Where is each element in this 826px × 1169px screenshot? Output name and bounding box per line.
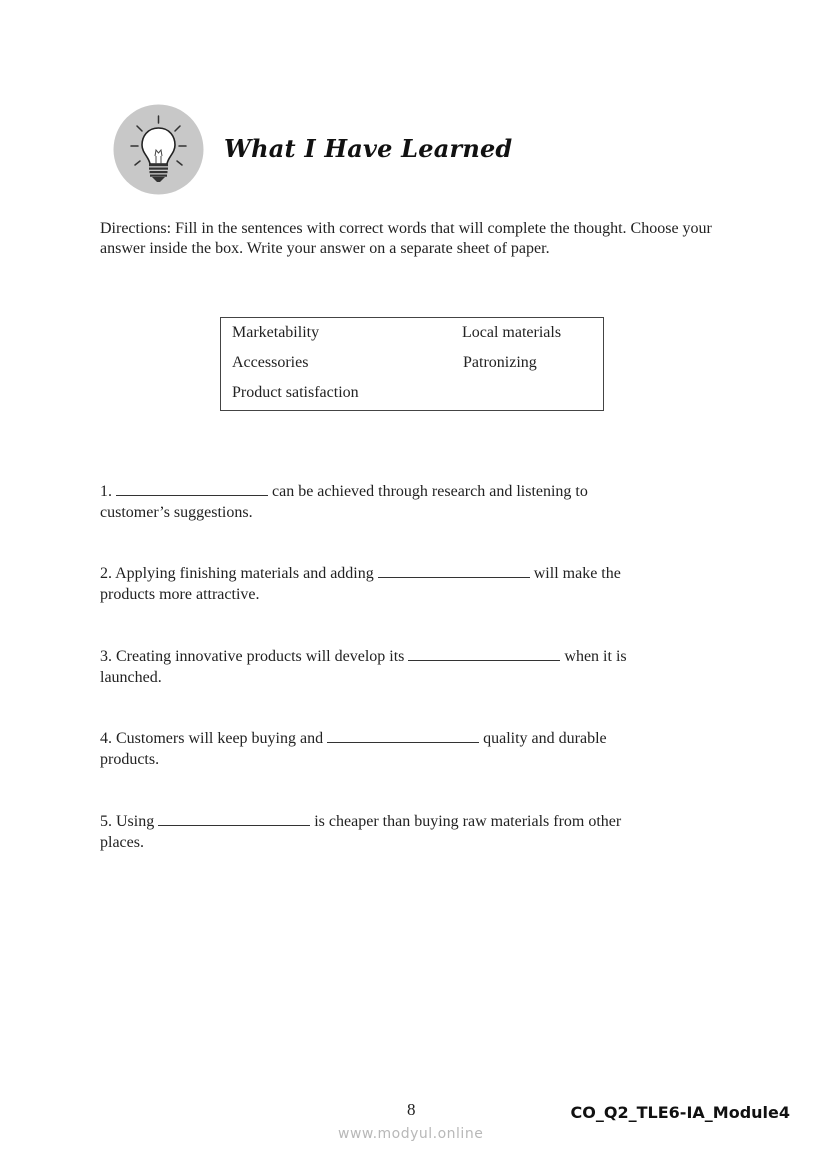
answer-blank bbox=[158, 812, 310, 826]
question-number: 2. bbox=[100, 565, 112, 582]
question-5 bbox=[100, 812, 720, 853]
watermark-url: www.modyul.online bbox=[338, 1126, 484, 1142]
question-text-after: when it is bbox=[564, 648, 627, 665]
question-number: 3. bbox=[100, 648, 112, 665]
question-3 bbox=[100, 647, 720, 688]
word-choice: Accessories bbox=[232, 354, 309, 371]
answer-blank bbox=[408, 647, 560, 661]
directions-text: Directions: Fill in the sentences with correct words that will complete the thought. Choose your answer inside the box. Write your answer on a separate sheet of paper. bbox=[100, 220, 712, 257]
word-choice: Patronizing bbox=[463, 354, 537, 371]
word-choice-box bbox=[220, 317, 604, 411]
question-text-before: Applying finishing materials and adding bbox=[115, 565, 374, 582]
answer-blank bbox=[378, 564, 530, 578]
question-text-before: Customers will keep buying and bbox=[116, 730, 324, 747]
answer-blank bbox=[327, 729, 479, 743]
question-text-after: quality and durable bbox=[483, 730, 607, 747]
question-text-line2: places. bbox=[100, 833, 144, 851]
question-text-line2: products. bbox=[100, 750, 160, 768]
question-text-after: will make the bbox=[533, 565, 621, 582]
page-number: 8 bbox=[407, 1100, 416, 1119]
question-text-after: can be achieved through research and listening to bbox=[272, 483, 588, 500]
question-number: 1. bbox=[100, 483, 112, 500]
question-text-line2: launched. bbox=[100, 668, 162, 686]
question-text-before: Using bbox=[116, 813, 155, 830]
question-text-line2: products more attractive. bbox=[100, 585, 260, 603]
question-1 bbox=[100, 482, 720, 523]
section-title: What I Have Learned bbox=[224, 134, 513, 163]
word-choice: Marketability bbox=[232, 324, 320, 341]
question-text-line2: customer’s suggestions. bbox=[100, 503, 253, 521]
word-choice: Product satisfaction bbox=[232, 384, 359, 401]
question-4 bbox=[100, 729, 720, 770]
module-code: CO_Q2_TLE6-IA_Module4 bbox=[570, 1103, 790, 1122]
word-choice: Local materials bbox=[462, 324, 562, 341]
question-text-after: is cheaper than buying raw materials from other bbox=[314, 813, 622, 830]
question-text-before: Creating innovative products will develop its bbox=[116, 648, 405, 665]
lightbulb-icon bbox=[113, 104, 204, 195]
question-number: 4. bbox=[100, 730, 112, 747]
answer-blank bbox=[116, 482, 268, 496]
question-number: 5. bbox=[100, 813, 112, 830]
question-2 bbox=[100, 564, 720, 605]
